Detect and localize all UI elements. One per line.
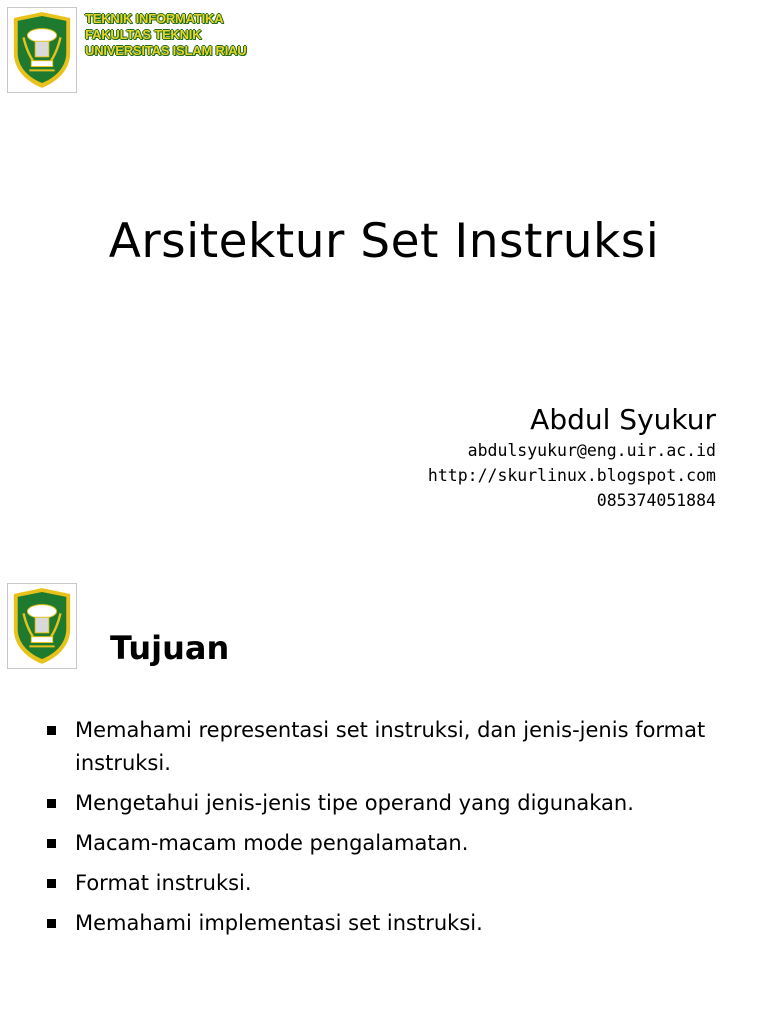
- author-website[interactable]: http://skurlinux.blogspot.com: [427, 466, 716, 485]
- list-item-text: Memahami implementasi set instruksi.: [75, 911, 483, 935]
- list-item-text: Macam-macam mode pengalamatan.: [75, 831, 469, 855]
- institution-line-department: TEKNIK INFORMATIKA: [85, 11, 224, 26]
- objectives-list: [46, 714, 726, 947]
- institution-line-university: UNIVERSITAS ISLAM RIAU: [85, 43, 247, 58]
- list-item: [46, 867, 726, 900]
- author-phone: 085374051884: [596, 491, 716, 510]
- list-item-text: Mengetahui jenis-jenis tipe operand yang digunakan.: [75, 791, 634, 815]
- university-emblem-icon: [7, 583, 77, 669]
- square-bullet-icon: [47, 839, 56, 848]
- list-item-text: Memahami representasi set instruksi, dan jenis-jenis format instruksi.: [75, 718, 706, 775]
- list-item-text: Format instruksi.: [75, 871, 252, 895]
- author-info: [428, 402, 716, 513]
- presentation-title: Arsitektur Set Instruksi: [108, 214, 660, 269]
- square-bullet-icon: [47, 799, 56, 808]
- square-bullet-icon: [47, 919, 56, 928]
- slide-title: Tujuan: [110, 629, 230, 667]
- list-item: [46, 787, 726, 820]
- square-bullet-icon: [47, 879, 56, 888]
- institution-header: [85, 11, 246, 59]
- university-emblem-icon: [7, 7, 77, 93]
- author-name: Abdul Syukur: [530, 403, 716, 436]
- square-bullet-icon: [47, 726, 56, 735]
- author-email[interactable]: abdulsyukur@eng.uir.ac.id: [467, 441, 716, 460]
- institution-line-faculty: FAKULTAS TEKNIK: [85, 27, 202, 42]
- objectives-slide: [0, 576, 768, 1024]
- list-item: [46, 907, 726, 940]
- list-item: [46, 827, 726, 860]
- list-item: [46, 714, 726, 780]
